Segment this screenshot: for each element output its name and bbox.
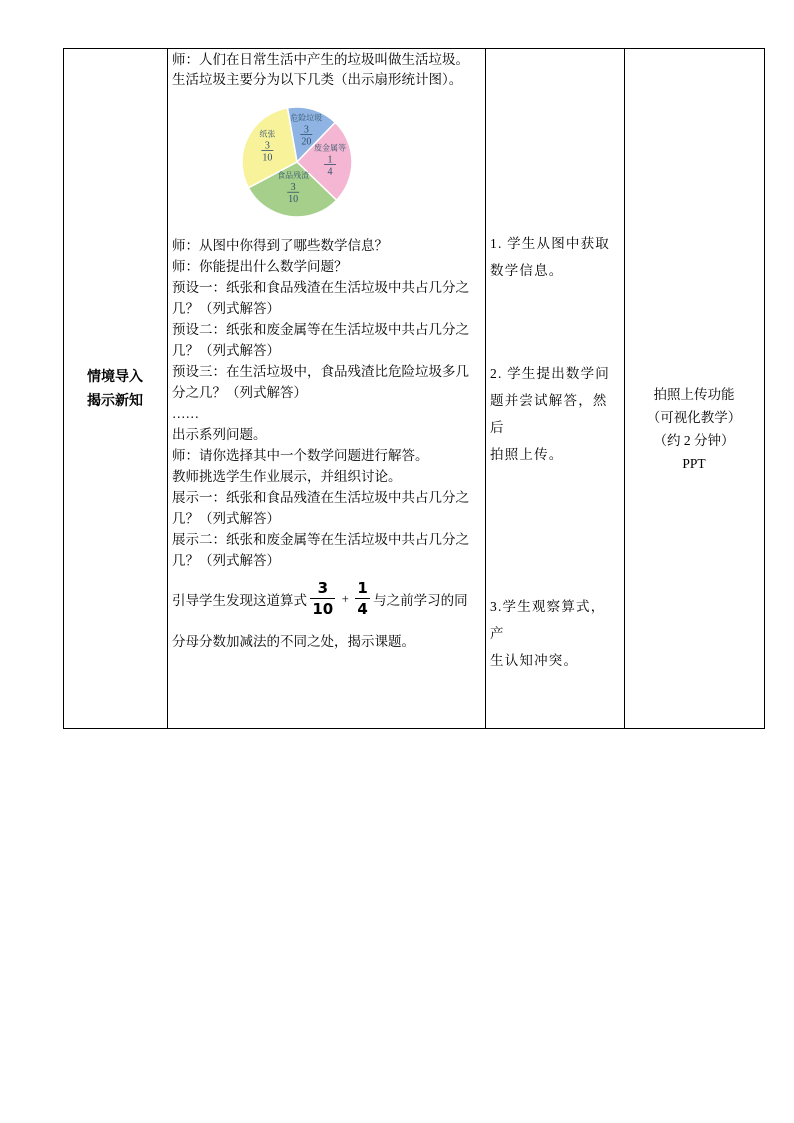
pie-label-text-3: 食品残渣 (277, 171, 310, 181)
student-step-2-line-3: 拍照上传。 (490, 447, 564, 462)
pie-label-text-2: 废金属等 (313, 143, 346, 153)
pie-label-numerator-4: 3 (264, 140, 270, 152)
pie-label-text-1: 危险垃圾 (290, 113, 323, 123)
teacher-display-line: 教师挑选学生作业展示，并组织讨论。 (172, 469, 402, 484)
pie-label-denominator-1: 20 (301, 136, 312, 148)
pie-label-denominator-3: 10 (288, 194, 299, 206)
display-2-line-1: 展示二：纸张和废金属等在生活垃圾中共占几分之 (172, 532, 469, 547)
student-step-3 (490, 593, 618, 674)
pie-label-numerator-2: 1 (327, 154, 333, 166)
student-step-1 (490, 230, 618, 284)
student-step-3-line-2: 生认知冲突。 (490, 653, 579, 668)
student-step-2-line-1: 2. 学生提出数学问 (490, 366, 610, 381)
preset-1-line-2: 几？（列式解答） (172, 301, 280, 316)
note-ppt: PPT (682, 456, 706, 471)
table-border-right (764, 48, 765, 729)
preset-2-line-1: 预设二：纸张和废金属等在生活垃圾中共占几分之 (172, 322, 469, 337)
preset-3-line-1: 预设三：在生活垃圾中，食品残渣比危险垃圾多几 (172, 364, 469, 379)
fraction-1-denominator: 10 (312, 600, 334, 618)
table-divider-1 (167, 48, 168, 729)
note-visual-teaching: （可视化教学） (646, 410, 742, 425)
display-2-line-2: 几？（列式解答） (172, 553, 280, 568)
section-title-cell (63, 48, 167, 729)
preset-2-line-2: 几？（列式解答） (172, 343, 280, 358)
formula-line (172, 578, 468, 628)
garbage-pie-chart (172, 106, 484, 218)
lesson-table (63, 48, 765, 729)
section-title-line1: 情境导入 (87, 368, 143, 385)
fraction-2-numerator: 1 (357, 579, 368, 597)
preset-3-line-2: 分之几？（列式解答） (172, 385, 307, 400)
question-line-2: 师：你能提出什么数学问题？ (172, 259, 348, 274)
note-duration: （约 2 分钟） (653, 433, 735, 448)
question-line-1: 师：从图中你得到了哪些数学信息？ (172, 238, 388, 253)
fraction-three-tenths (310, 578, 335, 619)
table-divider-2 (485, 48, 486, 729)
choose-question-line: 师：请你选择其中一个数学问题进行解答。 (172, 448, 429, 463)
pie-label-denominator-2: 4 (327, 166, 333, 178)
student-step-1-line-1: 1. 学生从图中获取 (490, 236, 610, 251)
teaching-content-cell (172, 48, 484, 729)
student-activity-cell (490, 48, 620, 729)
pie-label-denominator-4: 10 (262, 152, 273, 164)
fraction-2-denominator: 4 (357, 600, 368, 618)
intro-line-1: 师：人们在日常生活中产生的垃圾叫做生活垃圾。 (172, 52, 469, 67)
pie-label-numerator-1: 3 (303, 124, 309, 136)
section-title-line2: 揭示新知 (87, 392, 143, 409)
student-step-3-line-1: 3.学生观察算式，产 (490, 599, 606, 641)
series-question-line: 出示系列问题。 (172, 427, 267, 442)
note-photo-upload: 拍照上传功能 (653, 387, 735, 402)
guide-text-before: 引导学生发现这道算式 (172, 592, 307, 608)
plus-sign: + (341, 590, 349, 606)
guide-line-2: 分母分数加减法的不同之处，揭示课题。 (172, 634, 415, 649)
guide-text-after: 与之前学习的同 (373, 592, 468, 608)
student-step-2-line-2: 题并尝试解答，然后 (490, 393, 608, 435)
ellipsis-line: …… (172, 406, 199, 421)
student-step-2 (490, 360, 618, 468)
media-notes-cell (625, 383, 763, 475)
pie-label-text-4: 纸张 (259, 129, 276, 139)
display-1-line-1: 展示一：纸张和食品残渣在生活垃圾中共占几分之 (172, 490, 469, 505)
display-1-line-2: 几？（列式解答） (172, 511, 280, 526)
fraction-1-numerator: 3 (317, 579, 329, 597)
intro-line-2: 生活垃圾主要分为以下几类（出示扇形统计图）。 (172, 72, 463, 87)
pie-label-numerator-3: 3 (290, 182, 296, 194)
fraction-one-quarter (355, 578, 369, 619)
student-step-1-line-2: 数学信息。 (490, 263, 564, 278)
preset-1-line-1: 预设一：纸张和食品残渣在生活垃圾中共占几分之 (172, 280, 469, 295)
